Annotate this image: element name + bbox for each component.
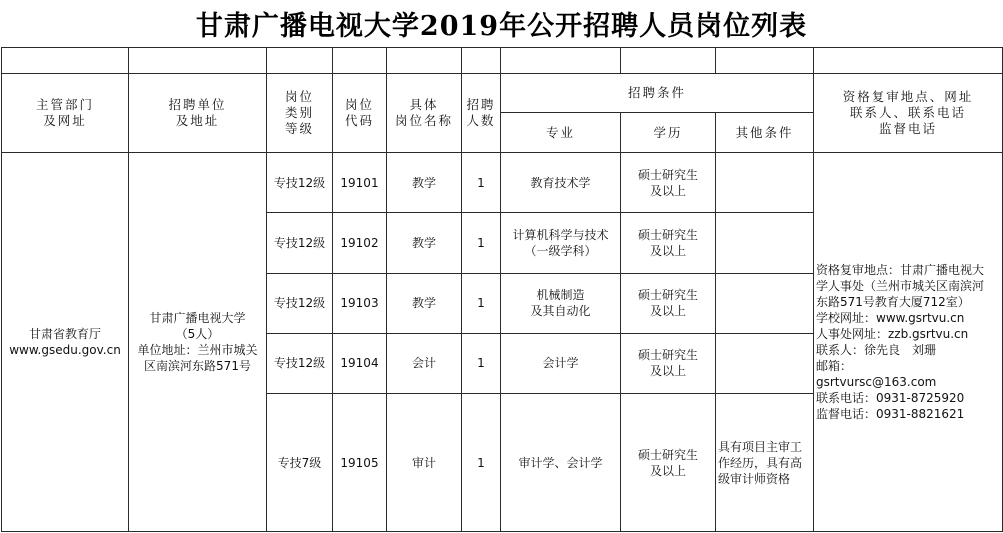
dept-cell: 甘肃省教育厅 www.gsedu.gov.cn (2, 153, 129, 532)
job-table (1, 47, 1003, 532)
post-code-cell: 19104 (333, 333, 387, 393)
count-cell: 1 (462, 333, 501, 393)
blank-row (2, 48, 1003, 74)
header-post-name: 具体 岗位名称 (387, 73, 462, 153)
post-code-cell: 19102 (333, 213, 387, 273)
header-unit: 招聘单位 及地址 (129, 73, 267, 153)
major-cell: 会计学 (501, 333, 621, 393)
education-cell: 硕士研究生 及以上 (621, 394, 716, 532)
post-name-cell: 会计 (387, 333, 462, 393)
major-cell: 审计学、会计学 (501, 394, 621, 532)
count-cell: 1 (462, 213, 501, 273)
post-name-cell: 教学 (387, 273, 462, 333)
count-cell: 1 (462, 273, 501, 333)
post-type-cell: 专技12级 (267, 213, 333, 273)
header-other: 其他条件 (716, 113, 814, 153)
post-name-cell: 教学 (387, 213, 462, 273)
education-cell: 硕士研究生 及以上 (621, 153, 716, 213)
post-code-cell: 19103 (333, 273, 387, 333)
post-name-cell: 审计 (387, 394, 462, 532)
post-type-cell: 专技7级 (267, 394, 333, 532)
page-title: 甘肃广播电视大学2019年公开招聘人员岗位列表 (195, 11, 808, 42)
major-cell: 机械制造 及其自动化 (501, 273, 621, 333)
other-cell (716, 213, 814, 273)
post-type-cell: 专技12级 (267, 153, 333, 213)
post-code-cell: 19105 (333, 394, 387, 532)
major-cell: 教育技术学 (501, 153, 621, 213)
unit-cell: 甘肃广播电视大学 （5人） 单位地址：兰州市城关 区南滨河东路571号 (129, 153, 267, 532)
header-count: 招聘 人数 (462, 73, 501, 153)
header-contact: 资格复审地点、网址 联系人、联系电话 监督电话 (814, 73, 1003, 153)
post-name-cell: 教学 (387, 153, 462, 213)
header-row (2, 73, 1003, 113)
major-cell: 计算机科学与技术 （一级学科） (501, 213, 621, 273)
other-cell (716, 333, 814, 393)
education-cell: 硕士研究生 及以上 (621, 333, 716, 393)
header-education: 学历 (621, 113, 716, 153)
post-code-cell: 19101 (333, 153, 387, 213)
header-conditions: 招聘条件 (501, 73, 814, 113)
contact-cell: 资格复审地点：甘肃广播电视大 学人事处（兰州市城关区南滨河 东路571号教育大厦712室） 学校网址：www.gsrtvu.cn 人事处网址：zzb.gsrtvu.cn 联系人：徐先良 刘珊 邮箱： gsrtvursc@163.com 联系电话：0931-8725920 监督电话：0931-8821621 (814, 153, 1003, 532)
count-cell: 1 (462, 153, 501, 213)
header-post-type: 岗位 类别 等级 (267, 73, 333, 153)
post-type-cell: 专技12级 (267, 273, 333, 333)
other-cell: 具有项目主审工 作经历，具有高 级审计师资格 (716, 394, 814, 532)
other-cell (716, 153, 814, 213)
header-major: 专业 (501, 113, 621, 153)
post-type-cell: 专技12级 (267, 333, 333, 393)
education-cell: 硕士研究生 及以上 (621, 273, 716, 333)
header-dept: 主管部门 及网址 (2, 73, 129, 153)
education-cell: 硕士研究生 及以上 (621, 213, 716, 273)
table-row (2, 153, 1003, 213)
header-post-code: 岗位 代码 (333, 73, 387, 153)
other-cell (716, 273, 814, 333)
count-cell: 1 (462, 394, 501, 532)
